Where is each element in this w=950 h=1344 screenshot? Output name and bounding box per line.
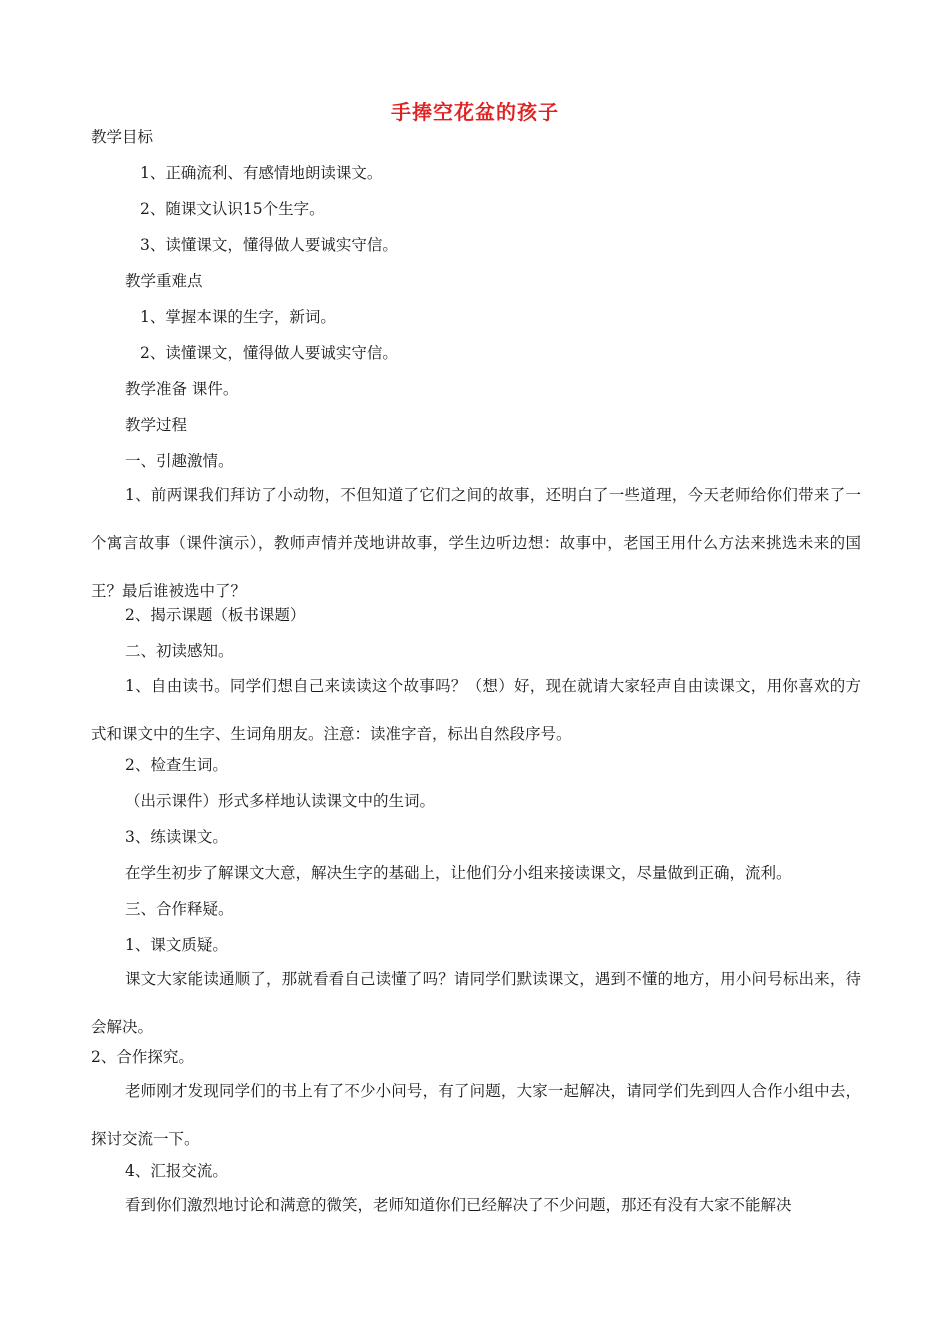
step-heading-2: 二、初读感知。 (125, 642, 234, 660)
paragraph-step-2-3-detail: 在学生初步了解课文大意，解决生字的基础上，让他们分小组来接读课文，尽量做到正确，流利。 (125, 864, 792, 882)
paragraph-step-1-1: 1、前两课我们拜访了小动物，不但知道了它们之间的故事，还明白了一些道理，今天老师给你们带来了一个寓言故事（课件演示），教师声情并茂地讲故事，学生边听边想：故事中，老国王用什么方法来挑选未来的国王？最后谁被选中了？ (91, 486, 861, 600)
paragraph-step-3-2-detail: 老师刚才发现同学们的书上有了不少小问号，有了问题，大家一起解决，请同学们先到四人合作小组中去，探讨交流一下。 (91, 1082, 861, 1148)
paragraph-step-3-1-detail: 课文大家能读通顺了，那就看看自己读懂了吗？请同学们默读课文，遇到不懂的地方，用小问号标出来，待会解决。 (91, 970, 861, 1036)
document-title: 手捧空花盆的孩子 (391, 100, 559, 124)
step-heading-1: 一、引趣激情。 (125, 452, 234, 470)
step-heading-3: 三、合作释疑。 (125, 900, 234, 918)
paragraph-step-3-4: 4、汇报交流。 (125, 1162, 228, 1180)
paragraph-step-3-4-detail: 看到你们激烈地讨论和满意的微笑，老师知道你们已经解决了不少问题，那还有没有大家不能解决 (125, 1196, 792, 1214)
goal-item-1: 1、正确流利、有感情地朗读课文。 (140, 164, 383, 182)
key-point-item-1: 1、掌握本课的生字，新词。 (140, 308, 336, 326)
section-heading-teaching-goals: 教学目标 (91, 128, 154, 146)
goal-item-2: 2、随课文认识15个生字。 (140, 200, 325, 218)
section-heading-process: 教学过程 (125, 416, 188, 434)
paragraph-step-3-1: 1、课文质疑。 (125, 936, 228, 954)
section-heading-key-points: 教学重难点 (125, 272, 203, 290)
paragraph-step-2-1: 1、自由读书。同学们想自己来读读这个故事吗？（想）好，现在就请大家轻声自由读课文，用你喜欢的方式和课文中的生字、生词角朋友。注意：读准字音，标出自然段序号。 (91, 677, 861, 743)
paragraph-step-2-2: 2、检查生词。 (125, 756, 228, 774)
key-point-item-2: 2、读懂课文，懂得做人要诚实守信。 (140, 344, 398, 362)
paragraph-step-1-2: 2、揭示课题（板书课题） (125, 606, 306, 624)
section-heading-preparation: 教学准备 课件。 (125, 380, 239, 398)
paragraph-step-2-2-detail: （出示课件）形式多样地认读课文中的生词。 (125, 792, 436, 810)
paragraph-step-2-3: 3、练读课文。 (125, 828, 228, 846)
paragraph-step-3-2: 2、合作探究。 (91, 1048, 194, 1066)
goal-item-3: 3、读懂课文，懂得做人要诚实守信。 (140, 236, 398, 254)
